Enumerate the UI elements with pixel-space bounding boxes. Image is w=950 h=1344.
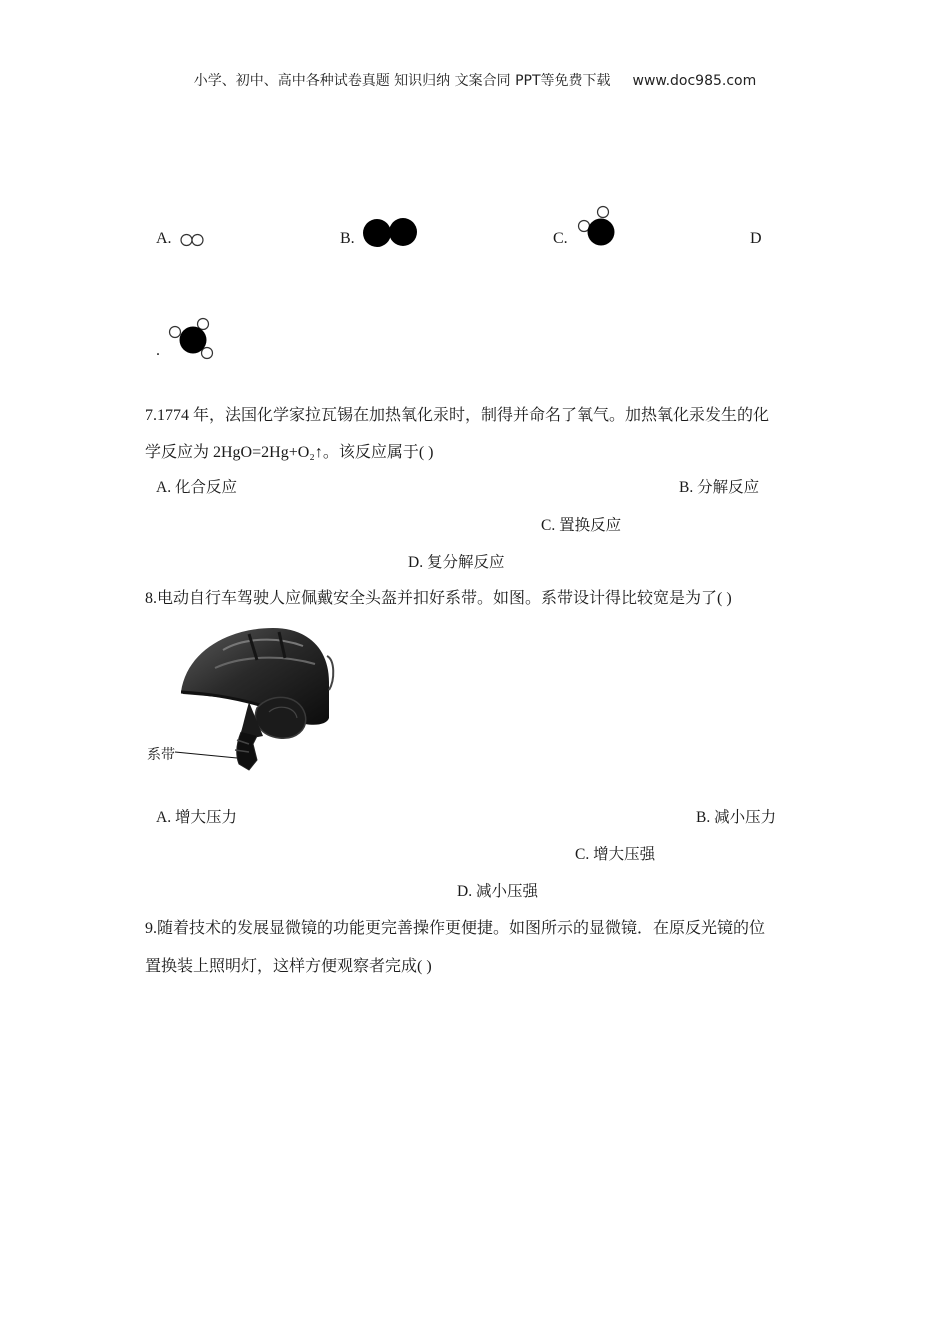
- molecule-c-icon: [574, 203, 620, 249]
- molecule-b-icon: [362, 217, 422, 249]
- q8-option-c: C. 增大压强: [575, 846, 656, 863]
- helmet-figure: [145, 620, 345, 785]
- q7-stem-line2: 学反应为 2HgO=2Hg+O₂↑。该反应属于( ): [145, 444, 434, 461]
- q6-option-a-label: A.: [156, 230, 172, 247]
- molecule-d-icon: [166, 316, 218, 366]
- q7-option-b: B. 分解反应: [679, 479, 760, 496]
- q6-option-b-label: B.: [340, 230, 355, 247]
- strap-label: 系带: [147, 747, 175, 763]
- q6-option-c-label: C.: [553, 230, 568, 247]
- q8-stem: 8.电动自行车驾驶人应佩戴安全头盔并扣好系带。如图。系带设计得比较宽是为了( ): [145, 590, 732, 607]
- page-header: [0, 70, 950, 90]
- q7-option-d: D. 复分解反应: [408, 554, 505, 571]
- molecule-a-icon: [180, 233, 206, 247]
- q9-stem-line1: 9.随着技术的发展显微镜的功能更完善操作更便捷。如图所示的显微镜．在原反光镜的位: [145, 920, 766, 937]
- q6-option-d-label: D: [750, 230, 762, 247]
- q7-option-c: C. 置换反应: [541, 517, 622, 534]
- q7-option-a: A. 化合反应: [156, 479, 237, 496]
- q8-option-b: B. 减小压力: [696, 809, 777, 826]
- q6-option-d-period: .: [156, 342, 160, 359]
- header-site: www.doc985.com: [632, 73, 757, 89]
- header-text: 小学、初中、高中各种试卷真题 知识归纳 文案合同 PPT等免费下载: [193, 73, 611, 89]
- q8-option-d: D. 减小压强: [457, 883, 538, 900]
- q7-stem-line1: 7.1774 年，法国化学家拉瓦锡在加热氧化汞时，制得并命名了氧气。加热氧化汞发生的化: [145, 407, 770, 424]
- q9-stem-line2: 置换装上照明灯，这样方便观察者完成( ): [145, 958, 432, 975]
- q8-option-a: A. 增大压力: [156, 809, 237, 826]
